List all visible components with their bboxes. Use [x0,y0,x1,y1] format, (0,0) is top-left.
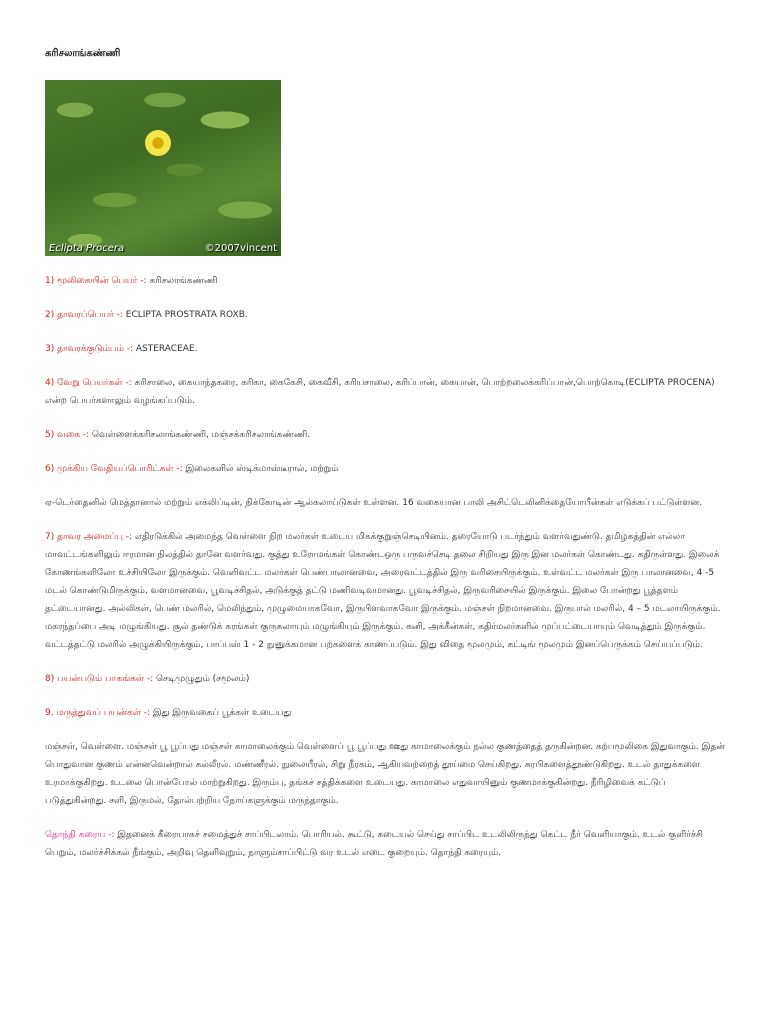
plant-photo [45,80,281,256]
document [45,48,725,878]
section-types: 5) வகை -: வெள்ளைக்கரிசலாங்கண்ணி, மஞ்சக்கரிசலாங்கண்ணி. [45,430,311,440]
section-other-names: 4) வேறு பெயர்கள் -: கரிசாலை, கையாந்தகரை, கரிகா, கைகேசி, கைவீசி, கரியசாலை, கரிப்பான், கையான், பொற்றலைக்கரிப்பான்,பொற்கொடி(ECLIPTA PROCENA) என்ற பெயர்களாலும் வழங்கப்படும். [45,378,715,406]
section-plant-structure: 7) தாவர அமைப்பு -: எதிரடுக்கில் அமைந்த வெள்ளை நிற மலர்கள் உடைய மிகக்குறுஞ்செடியினம். தரையோடு படர்ந்தும் வளர்வதுண்டு. தமிழகத்தின் எல்லா மாவட்டங்களிலும் ஈரமான நிலத்தில் தானே வளர்வது. குத்து உரோமங்கள் கொண்டஒரு பருவச்செடி தலை சிறியது இரு இன மலர்கள் கொண்டது. கதிருள்ளது. இலைக் கோணங்களிலோ உச்சியிலோ இருக்கும். வெளிவட்ட மலர்கள் பெண்பாலானவை, அரைவட்டத்தில் இரு வரிசையிருக்கும். உள்வட்ட மலர்கள் இரு பாலானவை, 4 -5 மடல் கொண்டுமிருக்கும், வளமானவை, பூவடிச்சிதல், அடுக்குத் தட்டு மணிவடிவமானது. பூவடிச்சிதல், இருவரிசையில் இருக்கும். இலை போன்றது பூத்தளம் தட்டையானது. அல்லிகள், பெண் மலரில், மெலிந்தும், முழுமையாகவோ, இருபிளவாகவோ இருக்கும். மஞ்சள் நிறமானவை. இருபால் மலரில், 4 – 5 மடலாயிருக்கும். மகரந்தப்பை அடி மழுங்கியது. சூல் தண்டுக் கரங்கள் குருகலாயும் மழுங்கியும் இருக்கும். கனி, அக்கீன்கள், கதிர்மலர்களில் முப்பட்டையாயும் வெடித்தும் இருக்கும். வட்டத்தட்டு மலரில் அழுக்கியிருக்கும், பாப்பஸ் 1 - 2 நுனுக்கமான பற்களைக் காணப்படும். இது விதை மூலமும், கட்டிங் மூலமும் இனப்பெருக்கம் செய்யப்படும். [45,532,721,650]
photo-caption-species: Eclipta Procera [49,243,125,254]
section-useful-parts: 8) பயன்படும் பாகங்கள் -: செடிமுழுதும் (சமூலம்) [45,674,250,684]
section-botanical-name: 2) தாவரப்பெயர் -: ECLIPTA PROSTRATA ROXB. [45,310,248,320]
section-chemicals-continued: ஏ-டெர்தைனில் மெத்தானால் மற்றும் எக்லிப்டின், நிக்கோடின் ஆல்கலாய்டுகள் உள்ளன. 16 வகையான பாலி அசிட்டெலினிக்தையோபீன்கள் எடுக்கப் பட்டுள்ளன. [45,498,703,508]
page-title: கரிசலாங்கண்ணி [45,48,121,59]
section-belly-reduction: தொந்தி கரைய -: இதனைக் கீரையாகச் சமைத்துச் சாப்பிடலாம். பொரியல். கூட்டு, கடையல் செய்து சாப்பிட உடலிலிருந்து கெட்ட நீர் வெளியாகும். உடல் குளிர்ச்சி பெறும், மலர்ச்சிக்கல் நீங்கும், அறிவு தெளிவுறும், நாளும்சாப்பிட்டு வர உடல் எடை குறையும். தொந்தி கரையும். [45,830,703,858]
photo-caption-credit: ©2007vincent [204,243,277,254]
section-medicinal-uses: 9. மருத்துவப் பயன்கள் -: இது இருவகைப் பூக்கள் உடையது [45,708,292,718]
section-herb-name: 1) மூலிகையின் பெயர் -: கரிசலாங்கண்ணி [45,276,218,286]
flower-shape [145,130,171,156]
section-family: 3) தாவரக்குடும்பம் -: ASTERACEAE. [45,344,198,354]
section-chemicals: 6) முக்கிய வேதியப்பொரிட்கள் -: இலைகளில் ஸ்டிக்மாஸ்டீரால், மற்றும் [45,464,339,474]
section-medicinal-details: மஞ்சள், வெள்ளை. மஞ்சள் பூ பூப்பது மஞ்சள் காமாலைக்கும் வெள்ளைப் பூ பூப்பது ஊது காமாலைக்கும் நல்ல குணத்தைத் தருகின்றன. கற்பமூலிகை இதுவாகும். இதன் பொதுவான குணம் என்னவென்றால் கல்லீரல். மண்ணீரல். நுலையீரல், சிறு நீரகம், ஆகியவற்றைத் தூய்மை செய்கிறது. சுரபிகளைத்தூண்டுகிறது. உடல் தாதுக்களை உரமாக்குகிறது. உடலை பொன்போல் மாற்றுகிறது. இரும்பு, தங்கச் சத்திக்களை உடையது. காமாலை எதுவாயினும் குணமாக்குகின்றது. நீரிழிவைக் கட்டுப் படுத்துகின்றது. சளி, இருமல், தோல்பற்றிய நோய்களுக்கும் மருந்தாகும். [45,742,725,806]
